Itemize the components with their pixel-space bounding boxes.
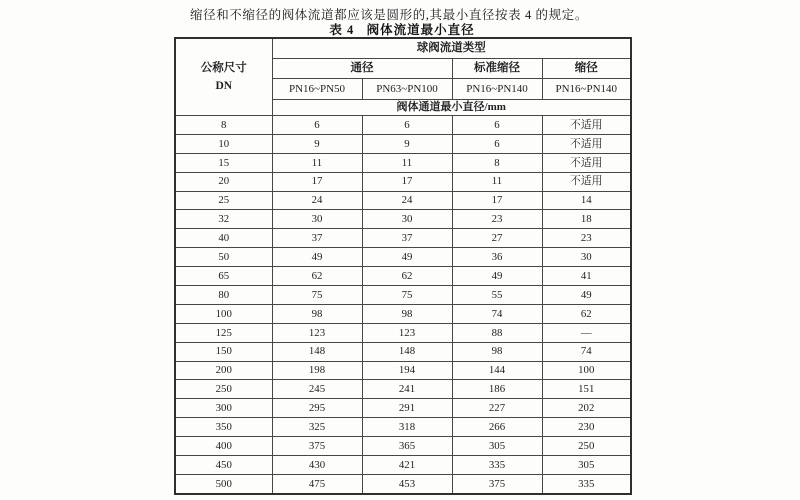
cell-value: 98 xyxy=(272,304,362,323)
cell-value: 74 xyxy=(452,304,542,323)
cell-value: 74 xyxy=(542,342,631,361)
cell-value: 241 xyxy=(362,380,452,399)
cell-dn: 15 xyxy=(175,153,272,172)
table-row xyxy=(175,286,631,305)
cell-value: 不适用 xyxy=(542,134,631,153)
table-title: 表 4 阀体流道最小直径 xyxy=(329,23,475,37)
cell-value: 291 xyxy=(362,399,452,418)
column-header-dn xyxy=(175,38,272,116)
cell-value: 305 xyxy=(542,456,631,475)
cell-value: 62 xyxy=(272,267,362,286)
cell-dn: 250 xyxy=(175,380,272,399)
cell-value: 335 xyxy=(452,456,542,475)
table-row xyxy=(175,399,631,418)
cell-value: 148 xyxy=(362,342,452,361)
cell-value: 305 xyxy=(452,437,542,456)
cell-value: 9 xyxy=(362,134,452,153)
cell-value: 100 xyxy=(542,361,631,380)
cell-value: 9 xyxy=(272,134,362,153)
cell-value: 250 xyxy=(542,437,631,456)
unit-header: 阀体通道最小直径/mm xyxy=(272,100,631,116)
cell-dn: 32 xyxy=(175,210,272,229)
cell-dn: 200 xyxy=(175,361,272,380)
dn-header-line2: DN xyxy=(215,80,233,92)
pn-header-2: PN63~PN100 xyxy=(362,79,452,100)
subgroup-full-bore: 通径 xyxy=(272,59,452,79)
cell-value: 123 xyxy=(272,323,362,342)
cell-dn: 20 xyxy=(175,172,272,191)
cell-value: 不适用 xyxy=(542,116,631,135)
cell-dn: 400 xyxy=(175,437,272,456)
cell-value: 49 xyxy=(452,267,542,286)
dn-header-line1: 公称尺寸 xyxy=(200,61,247,74)
cell-dn: 40 xyxy=(175,229,272,248)
cell-value: 6 xyxy=(362,116,452,135)
valve-diameter-table xyxy=(174,37,632,495)
subgroup-reduced: 缩径 xyxy=(542,59,631,79)
cell-value: 30 xyxy=(362,210,452,229)
pn-header-3: PN16~PN140 xyxy=(452,79,542,100)
table-row xyxy=(175,210,631,229)
cell-dn: 125 xyxy=(175,323,272,342)
cell-value: 144 xyxy=(452,361,542,380)
cell-value: 230 xyxy=(542,418,631,437)
cell-value: 375 xyxy=(452,474,542,493)
group-header-flow-type: 球阀流道类型 xyxy=(272,38,631,59)
subgroup-standard-reduced: 标准缩径 xyxy=(452,59,542,79)
cell-value: 55 xyxy=(452,286,542,305)
cell-dn: 350 xyxy=(175,418,272,437)
cell-value: 295 xyxy=(272,399,362,418)
cell-dn: 65 xyxy=(175,267,272,286)
cell-value: 430 xyxy=(272,456,362,475)
cell-value: 14 xyxy=(542,191,631,210)
cell-value: 151 xyxy=(542,380,631,399)
table-row xyxy=(175,323,631,342)
table-row xyxy=(175,267,631,286)
cell-value: 8 xyxy=(452,153,542,172)
cell-value: 62 xyxy=(362,267,452,286)
cell-dn: 25 xyxy=(175,191,272,210)
table-row xyxy=(175,456,631,475)
cell-value: 6 xyxy=(272,116,362,135)
pn-header-4: PN16~PN140 xyxy=(542,79,631,100)
cell-value: 11 xyxy=(452,172,542,191)
table-row xyxy=(175,229,631,248)
cell-value: 17 xyxy=(452,191,542,210)
cell-value: 335 xyxy=(542,474,631,493)
cell-value: 49 xyxy=(362,248,452,267)
cell-value: 75 xyxy=(362,286,452,305)
cell-value: 421 xyxy=(362,456,452,475)
table-row xyxy=(175,418,631,437)
table-row xyxy=(175,248,631,267)
cell-value: 325 xyxy=(272,418,362,437)
table-row xyxy=(175,361,631,380)
cell-value: 36 xyxy=(452,248,542,267)
cell-value: 27 xyxy=(452,229,542,248)
cell-value: 6 xyxy=(452,134,542,153)
cell-value: 11 xyxy=(272,153,362,172)
table-row xyxy=(175,134,631,153)
cell-value: 266 xyxy=(452,418,542,437)
cell-dn: 500 xyxy=(175,474,272,493)
table-header xyxy=(175,38,631,116)
cell-value: 不适用 xyxy=(542,153,631,172)
cell-dn: 450 xyxy=(175,456,272,475)
cell-value: 98 xyxy=(452,342,542,361)
cell-value: 123 xyxy=(362,323,452,342)
table-row xyxy=(175,153,631,172)
cell-value: 186 xyxy=(452,380,542,399)
cell-value: 17 xyxy=(362,172,452,191)
cell-value: 88 xyxy=(452,323,542,342)
cell-dn: 300 xyxy=(175,399,272,418)
cell-value: 37 xyxy=(362,229,452,248)
cell-value: 49 xyxy=(272,248,362,267)
cell-value: 24 xyxy=(362,191,452,210)
cell-value: 17 xyxy=(272,172,362,191)
cell-value: 49 xyxy=(542,286,631,305)
cell-value: 41 xyxy=(542,267,631,286)
cell-value: 18 xyxy=(542,210,631,229)
table-row xyxy=(175,437,631,456)
cell-value: 148 xyxy=(272,342,362,361)
cell-value: 75 xyxy=(272,286,362,305)
table-row xyxy=(175,342,631,361)
cell-value: 245 xyxy=(272,380,362,399)
cell-value: 98 xyxy=(362,304,452,323)
cell-value: 不适用 xyxy=(542,172,631,191)
cell-dn: 8 xyxy=(175,116,272,135)
intro-paragraph: 缩径和不缩径的阀体流道都应该是圆形的,其最小直径按表 4 的规定。 xyxy=(190,8,588,22)
cell-value: 6 xyxy=(452,116,542,135)
cell-value: 30 xyxy=(272,210,362,229)
cell-value: 23 xyxy=(452,210,542,229)
cell-dn: 150 xyxy=(175,342,272,361)
cell-value: 30 xyxy=(542,248,631,267)
cell-dn: 50 xyxy=(175,248,272,267)
table-row xyxy=(175,172,631,191)
table-row xyxy=(175,116,631,135)
pn-header-1: PN16~PN50 xyxy=(272,79,362,100)
table-row xyxy=(175,380,631,399)
cell-dn: 80 xyxy=(175,286,272,305)
cell-dn: 10 xyxy=(175,134,272,153)
cell-value: 475 xyxy=(272,474,362,493)
cell-value: 24 xyxy=(272,191,362,210)
cell-value: 318 xyxy=(362,418,452,437)
cell-value: 198 xyxy=(272,361,362,380)
cell-value: — xyxy=(542,323,631,342)
cell-value: 202 xyxy=(542,399,631,418)
cell-value: 62 xyxy=(542,304,631,323)
cell-value: 227 xyxy=(452,399,542,418)
cell-value: 194 xyxy=(362,361,452,380)
table-row xyxy=(175,191,631,210)
table-body xyxy=(175,116,631,494)
cell-value: 37 xyxy=(272,229,362,248)
cell-value: 23 xyxy=(542,229,631,248)
cell-dn: 100 xyxy=(175,304,272,323)
cell-value: 365 xyxy=(362,437,452,456)
cell-value: 11 xyxy=(362,153,452,172)
table-row xyxy=(175,474,631,493)
cell-value: 453 xyxy=(362,474,452,493)
cell-value: 375 xyxy=(272,437,362,456)
table-row xyxy=(175,304,631,323)
